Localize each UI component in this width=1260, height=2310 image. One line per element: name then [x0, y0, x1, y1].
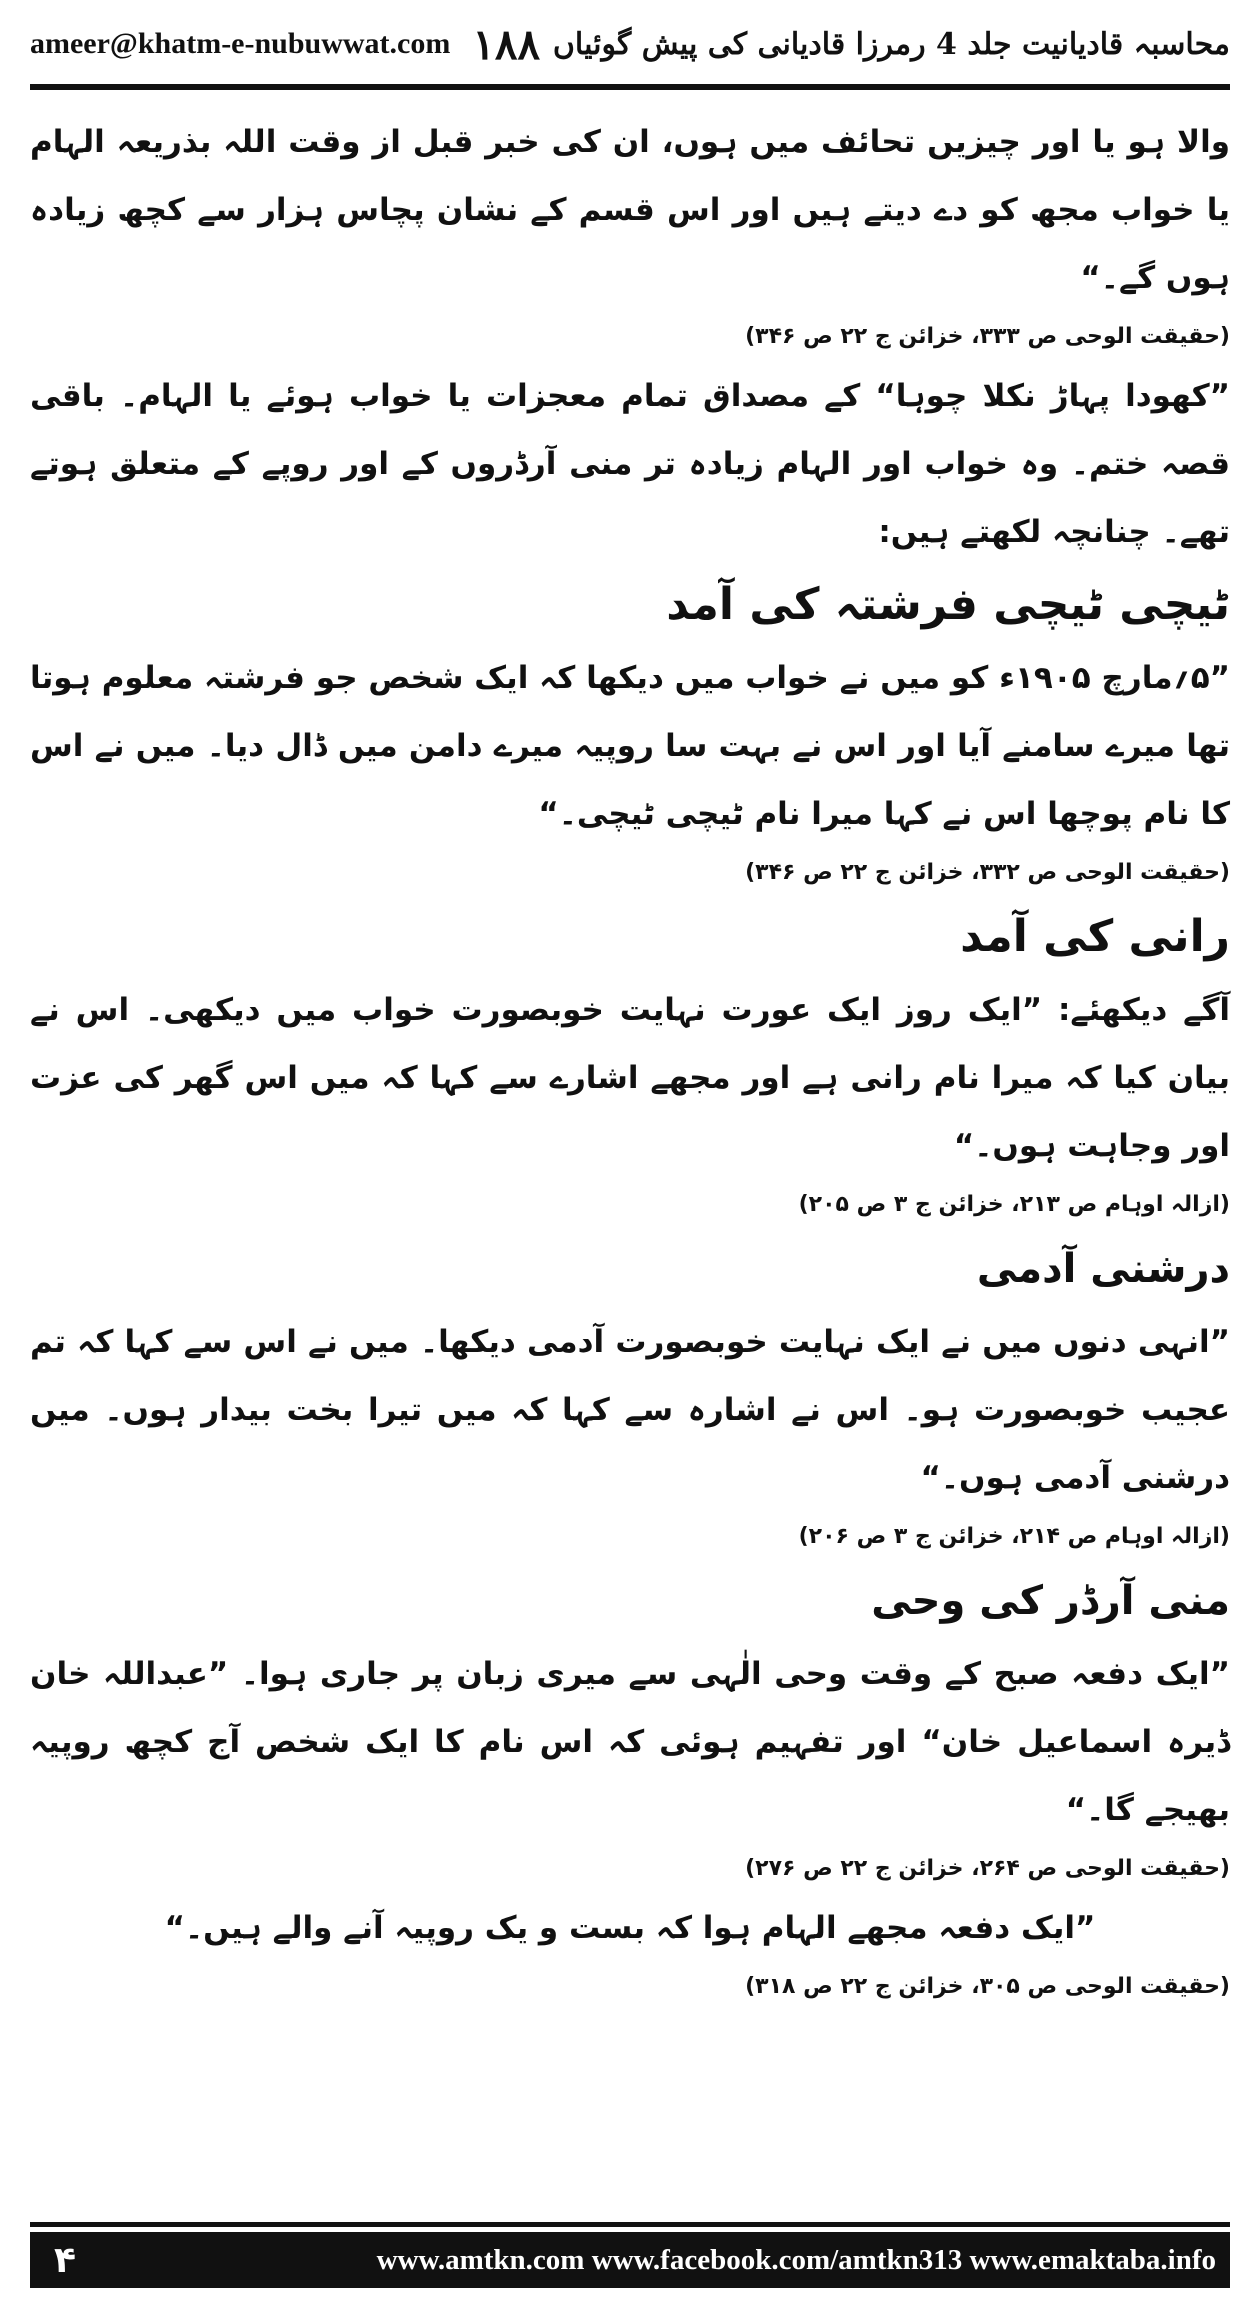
section-heading-tichi: ٹیچی ٹیچی فرشتہ کی آمد [666, 579, 1230, 630]
paragraph-4: آگے دیکھئے: ”ایک روز ایک عورت نہایت خوبصورت خواب میں دیکھی۔ اس نے بیان کیا کہ میرا نام رانی ہے اور مجھے اشارے سے کہا کہ میں اس گھر کی عزت اور وجاہت ہوں۔“ [30, 992, 1230, 1164]
header-page-number: ۱۸۸ [472, 19, 541, 69]
header-left [30, 20, 550, 69]
header-title: محاسبہ قادیانیت جلد 4 رمرزا قادیانی کی پیش گوئیاں [552, 26, 1230, 62]
page-footer [30, 2232, 1230, 2288]
reference-2: (حقیقت الوحی ص ۳۳۲، خزائن ج ۲۲ ص ۳۴۶) [745, 860, 1230, 885]
page-header [30, 14, 1230, 74]
header-email[interactable]: ameer@khatm-e-nubuwwat.com [30, 27, 451, 60]
reference-6: (حقیقت الوحی ص ۳۰۵، خزائن ج ۲۲ ص ۳۱۸) [745, 1974, 1230, 1999]
page-content [30, 108, 1230, 2198]
footer-links[interactable]: www.amtkn.com www.facebook.com/amtkn313 www.emaktaba.info [376, 2243, 1216, 2276]
paragraph-2: ”کھودا پہاڑ نکلا چوہا“ کے مصداق تمام معجزات یا خواب ہوئے یا الہام۔ باقی قصہ ختم۔ وہ خواب اور الہام زیادہ تر منی آرڈروں کے اور روپے کے متعلق ہوتے تھے۔ چنانچہ لکھتے ہیں: [30, 378, 1230, 550]
paragraph-6: ”ایک دفعہ صبح کے وقت وحی الٰہی سے میری زبان پر جاری ہوا۔ ”عبداللہ خان ڈیرہ اسماعیل خان“ اور تفہیم ہوئی کہ اس نام کا ایک شخص آج کچھ روپیہ بھیجے گا۔“ [30, 1656, 1230, 1828]
paragraph-5: ”انہی دنوں میں نے ایک نہایت خوبصورت آدمی دیکھا۔ میں نے اس سے کہا کہ تم عجیب خوبصورت ہو۔ اس نے اشارہ سے کہا کہ میں تیرا بخت بیدار ہوں۔ میں درشنی آدمی ہوں۔“ [30, 1324, 1230, 1496]
header-rule [30, 84, 1230, 90]
section-heading-rani: رانی کی آمد [960, 911, 1230, 962]
paragraph-3: ”۵؍مارچ ۱۹۰۵ء کو میں نے خواب میں دیکھا کہ ایک شخص جو فرشتہ معلوم ہوتا تھا میرے سامنے آیا اور اس نے بہت سا روپیہ میرے دامن میں ڈال دیا۔ میں نے اس کا نام پوچھا اس نے کہا میرا نام ٹیچی ٹیچی۔“ [30, 660, 1230, 832]
reference-5: (حقیقت الوحی ص ۲۶۴، خزائن ج ۲۲ ص ۲۷۶) [745, 1856, 1230, 1881]
paragraph-1: والا ہو یا اور چیزیں تحائف میں ہوں، ان کی خبر قبل از وقت اللہ بذریعہ الہام یا خواب مجھ کو دے دیتے ہیں اور اس قسم کے نشان پچاس ہزار سے کچھ زیادہ ہوں گے۔“ [30, 124, 1230, 296]
footer-page-marker: ۴ [54, 2239, 76, 2281]
reference-4: (ازالہ اوہام ص ۲۱۴، خزائن ج ۳ ص ۲۰۶) [798, 1524, 1230, 1549]
reference-1: (حقیقت الوحی ص ۳۳۳، خزائن ج ۲۲ ص ۳۴۶) [745, 324, 1230, 349]
section-heading-darshani: درشنی آدمی [976, 1246, 1230, 1292]
paragraph-7: ”ایک دفعہ مجھے الہام ہوا کہ بست و یک روپیہ آنے والے ہیں۔“ [164, 1910, 1096, 1946]
reference-3: (ازالہ اوہام ص ۲۱۳، خزائن ج ۳ ص ۲۰۵) [798, 1192, 1230, 1217]
footer-rule [30, 2222, 1230, 2227]
section-heading-money-order: منی آرڈر کی وحی [871, 1578, 1230, 1624]
